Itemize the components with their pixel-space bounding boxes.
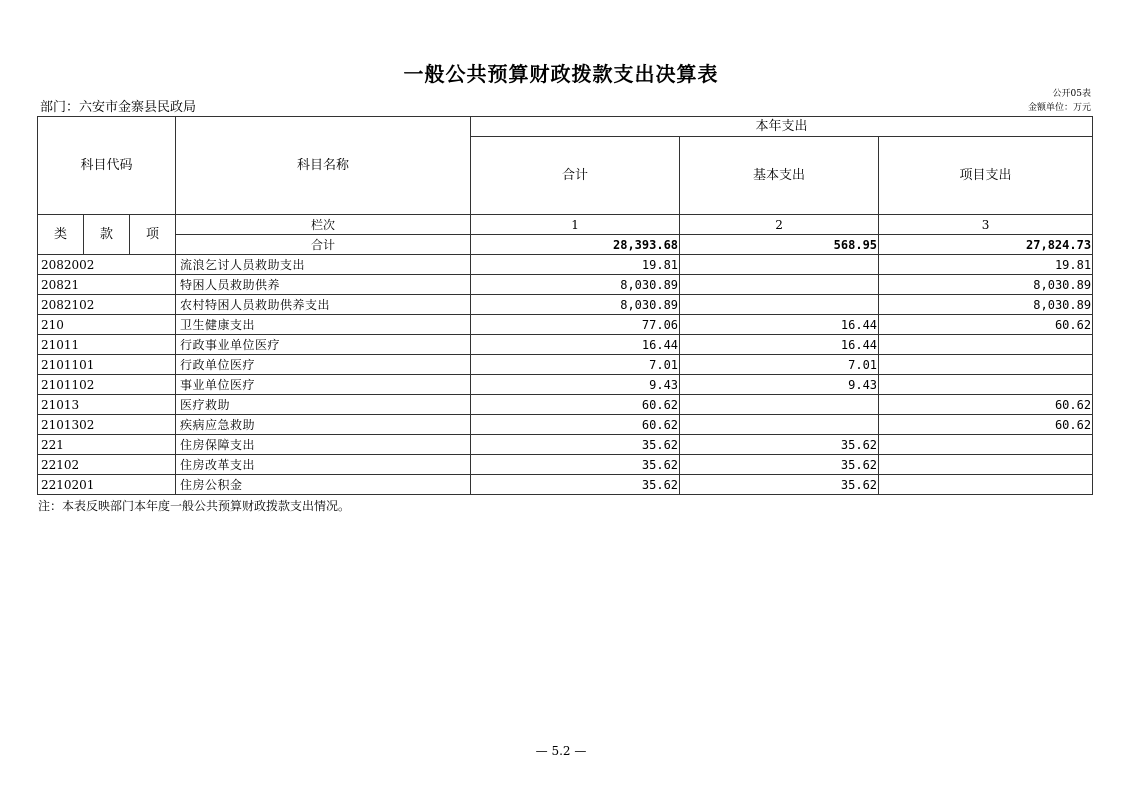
- table-row: [38, 355, 1093, 375]
- header-subject-name: 科目名称: [176, 117, 471, 215]
- document-title: 一般公共预算财政拨款支出决算表: [403, 62, 719, 86]
- row-total: 35.62: [471, 475, 680, 495]
- table-row: [38, 315, 1093, 335]
- row-code: 221: [38, 435, 176, 455]
- row-code: 20821: [38, 275, 176, 295]
- row-name: 行政事业单位医疗: [176, 335, 471, 355]
- row-total: 9.43: [471, 375, 680, 395]
- row-name: 住房改革支出: [176, 455, 471, 475]
- row-project: [879, 355, 1093, 375]
- row-code: 2210201: [38, 475, 176, 495]
- row-total: 60.62: [471, 395, 680, 415]
- row-project: [879, 375, 1093, 395]
- row-project: [879, 435, 1093, 455]
- row-name: 特困人员救助供养: [176, 275, 471, 295]
- row-basic: 16.44: [680, 315, 879, 335]
- header-project-expense: 项目支出: [879, 137, 1093, 215]
- row-code: 21013: [38, 395, 176, 415]
- header-col1: 1: [471, 215, 680, 235]
- table-row: [38, 395, 1093, 415]
- header-col3: 3: [879, 215, 1093, 235]
- table-row: [38, 255, 1093, 275]
- table-row: [38, 335, 1093, 355]
- row-code: 2101302: [38, 415, 176, 435]
- table-row: [38, 375, 1093, 395]
- row-total: 60.62: [471, 415, 680, 435]
- table-row: [38, 455, 1093, 475]
- row-code: 21011: [38, 335, 176, 355]
- row-project: 19.81: [879, 255, 1093, 275]
- row-code: 2101101: [38, 355, 176, 375]
- row-name: 住房保障支出: [176, 435, 471, 455]
- table-row: [38, 275, 1093, 295]
- row-project: 60.62: [879, 415, 1093, 435]
- row-project: 60.62: [879, 315, 1093, 335]
- department-label: 部门：六安市金寨县民政局: [40, 100, 197, 115]
- row-name: 医疗救助: [176, 395, 471, 415]
- row-total: 8,030.89: [471, 295, 680, 315]
- summary-basic: 568.95: [680, 235, 879, 255]
- summary-total: 28,393.68: [471, 235, 680, 255]
- row-basic: [680, 275, 879, 295]
- row-code: 2082002: [38, 255, 176, 275]
- unit-label: 金额单位：万元: [1027, 103, 1091, 113]
- row-project: [879, 475, 1093, 495]
- page-number: — 5.2 —: [535, 744, 587, 758]
- row-name: 农村特困人员救助供养支出: [176, 295, 471, 315]
- row-basic: 16.44: [680, 335, 879, 355]
- row-total: 16.44: [471, 335, 680, 355]
- header-col2: 2: [680, 215, 879, 235]
- row-total: 77.06: [471, 315, 680, 335]
- header-lei: 类: [38, 215, 84, 255]
- row-code: 22102: [38, 455, 176, 475]
- row-total: 7.01: [471, 355, 680, 375]
- table-note: 注：本表反映部门本年度一般公共预算财政拨款支出情况。: [38, 499, 351, 513]
- row-total: 19.81: [471, 255, 680, 275]
- row-basic: [680, 255, 879, 275]
- form-code: 公开05表: [1052, 89, 1091, 99]
- row-project: 8,030.89: [879, 275, 1093, 295]
- row-basic: [680, 295, 879, 315]
- row-name: 住房公积金: [176, 475, 471, 495]
- summary-project: 27,824.73: [879, 235, 1093, 255]
- row-code: 2101102: [38, 375, 176, 395]
- row-project: 8,030.89: [879, 295, 1093, 315]
- table-row: [38, 475, 1093, 495]
- row-basic: 35.62: [680, 455, 879, 475]
- row-project: 60.62: [879, 395, 1093, 415]
- header-column-index: 栏次: [176, 215, 471, 235]
- row-basic: 35.62: [680, 475, 879, 495]
- header-subject-code: 科目代码: [38, 117, 176, 215]
- row-project: [879, 455, 1093, 475]
- row-total: 8,030.89: [471, 275, 680, 295]
- header-kuan: 款: [84, 215, 130, 255]
- row-basic: 35.62: [680, 435, 879, 455]
- table-row: [38, 415, 1093, 435]
- summary-label: 合计: [176, 235, 471, 255]
- table-row: [38, 435, 1093, 455]
- header-basic-expense: 基本支出: [680, 137, 879, 215]
- row-total: 35.62: [471, 455, 680, 475]
- row-name: 行政单位医疗: [176, 355, 471, 375]
- row-code: 2082102: [38, 295, 176, 315]
- row-basic: 9.43: [680, 375, 879, 395]
- header-total: 合计: [471, 137, 680, 215]
- row-name: 卫生健康支出: [176, 315, 471, 335]
- row-code: 210: [38, 315, 176, 335]
- row-name: 事业单位医疗: [176, 375, 471, 395]
- expense-table: [37, 116, 1093, 495]
- header-xiang: 项: [130, 215, 176, 255]
- header-current-year-expense: 本年支出: [471, 117, 1093, 137]
- row-basic: 7.01: [680, 355, 879, 375]
- row-name: 疾病应急救助: [176, 415, 471, 435]
- table-row: [38, 295, 1093, 315]
- row-name: 流浪乞讨人员救助支出: [176, 255, 471, 275]
- row-project: [879, 335, 1093, 355]
- row-basic: [680, 415, 879, 435]
- row-basic: [680, 395, 879, 415]
- row-total: 35.62: [471, 435, 680, 455]
